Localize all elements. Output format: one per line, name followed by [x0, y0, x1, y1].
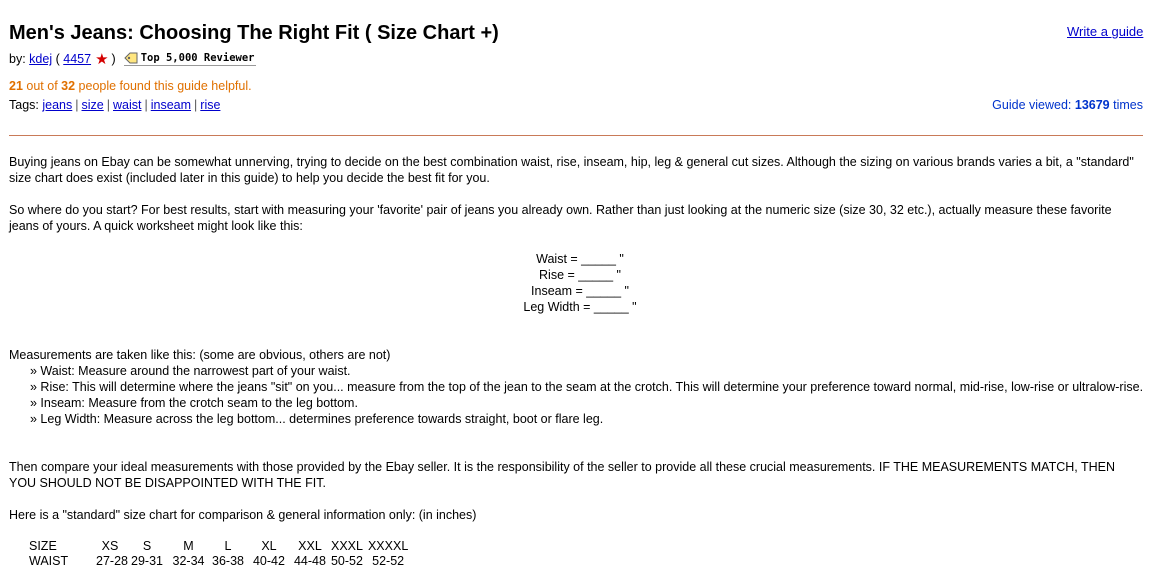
size-chart-cell: 36-38 [212, 554, 244, 568]
measure-intro: Measurements are taken like this: (some are obvious, others are not) [9, 348, 391, 362]
tag-jeans[interactable]: jeans [42, 98, 73, 112]
write-guide-link[interactable]: Write a guide [1067, 24, 1144, 39]
tag-icon [124, 52, 138, 64]
size-chart-header-row [29, 539, 408, 554]
comparison-content [9, 459, 1144, 539]
size-chart-cell: 44-48 [293, 554, 326, 568]
size-chart-cell: SIZE [29, 539, 57, 553]
tag-separator: | [75, 98, 79, 112]
size-chart-cell: XS [101, 539, 119, 553]
measure-leg-width: » Leg Width: Measure across the leg bottom... determines preference towards straight, boot or flare leg. [30, 412, 604, 426]
size-chart-cell: 32-34 [172, 554, 205, 568]
tag-separator: | [194, 98, 198, 112]
tags-label: Tags: [9, 98, 39, 112]
byline [9, 52, 256, 66]
helpful-count: 21 [9, 79, 23, 93]
size-chart-cell: XXXL [330, 539, 363, 553]
tag-waist[interactable]: waist [113, 98, 142, 112]
reviewer-badge[interactable] [124, 52, 257, 66]
worksheet-waist: Waist = _____ " [536, 252, 624, 266]
tag-separator: | [144, 98, 148, 112]
helpful-total: 32 [61, 79, 76, 93]
paren-close: ) [111, 52, 116, 66]
start-paragraph: So where do you start? For best results, start with measuring your 'favorite' pair of jeans you already own. Rather than just looking at the numeric size (size 30, 32 etc.), actually measure these favorite jeans of yours. A quick worksheet might look like this: [9, 203, 1112, 233]
size-chart-cell: XXXXL [367, 539, 409, 553]
measurement-instructions [9, 347, 1144, 427]
feedback-score-link[interactable]: 4457 [63, 52, 92, 66]
size-chart-cell: S [142, 539, 152, 553]
reviewer-badge-label: Top 5,000 Reviewer [140, 52, 255, 64]
size-chart-cell: M [183, 539, 194, 553]
measure-waist: » Waist: Measure around the narrowest part of your waist. [30, 364, 351, 378]
size-chart-cell: 40-42 [252, 554, 285, 568]
header-divider [9, 135, 1143, 136]
size-chart-cell: XL [261, 539, 277, 553]
tag-separator: | [106, 98, 110, 112]
helpful-summary [9, 79, 252, 93]
worksheet-inseam: Inseam = _____ " [531, 284, 629, 298]
intro-content [9, 154, 1144, 250]
paren-open: ( [55, 52, 60, 66]
intro-paragraph: Buying jeans on Ebay can be somewhat unnerving, trying to decide on the best combination waist, rise, inseam, hip, leg & general cut sizes. Although the sizing on various brands varies a bit, a "standard" size chart does exist (included later in this guide) to help you decide the best fit for you. [9, 155, 1134, 185]
size-chart-table [29, 539, 408, 569]
compare-paragraph: Then compare your ideal measurements with those provided by the Ebay seller. It is the responsibility of the seller to provide all these crucial measurements. IF THE MEASUREMENTS MATCH, THEN YOU SHOULD NOT BE DISAPPOINTED WITH THE FIT. [9, 460, 1115, 490]
size-chart-intro: Here is a "standard" size chart for comparison & general information only: (in inches) [9, 508, 477, 522]
by-label: by: [9, 52, 26, 66]
size-chart-cell: 52-52 [372, 554, 405, 568]
author-link[interactable]: kdej [29, 52, 53, 66]
worksheet-leg-width: Leg Width = _____ " [523, 300, 637, 314]
helpful-suffix: people found this guide helpful. [78, 79, 252, 93]
star-icon[interactable]: ★ [95, 51, 109, 68]
page-title: Men's Jeans: Choosing The Right Fit ( Size Chart +) [9, 22, 499, 44]
measure-rise: » Rise: This will determine where the jeans "sit" on you... measure from the top of the jean to the seam at the crotch. This will determine your preference toward normal, mid-rise, low-rise or ultralow-rise. [30, 380, 1144, 394]
worksheet [500, 251, 660, 315]
tags-row [9, 98, 220, 112]
size-chart-cell: L [224, 539, 232, 553]
viewed-suffix: times [1113, 98, 1143, 112]
size-chart-waist-row [29, 554, 408, 569]
size-chart-cell: 50-52 [330, 554, 363, 568]
worksheet-rise: Rise = _____ " [539, 268, 621, 282]
measure-inseam: » Inseam: Measure from the crotch seam to the leg bottom. [30, 396, 358, 410]
size-chart-cell: 29-31 [131, 554, 163, 568]
viewed-label: Guide viewed: [992, 98, 1072, 112]
viewed-count: 13679 [1074, 98, 1110, 112]
size-chart-cell: XXL [298, 539, 322, 553]
helpful-mid: out of [26, 79, 58, 93]
tag-rise[interactable]: rise [200, 98, 221, 112]
tag-inseam[interactable]: inseam [150, 98, 192, 112]
guide-viewed [992, 98, 1143, 112]
size-chart-cell: WAIST [29, 554, 69, 568]
tag-size[interactable]: size [81, 98, 104, 112]
size-chart-cell: 27-28 [96, 554, 128, 568]
